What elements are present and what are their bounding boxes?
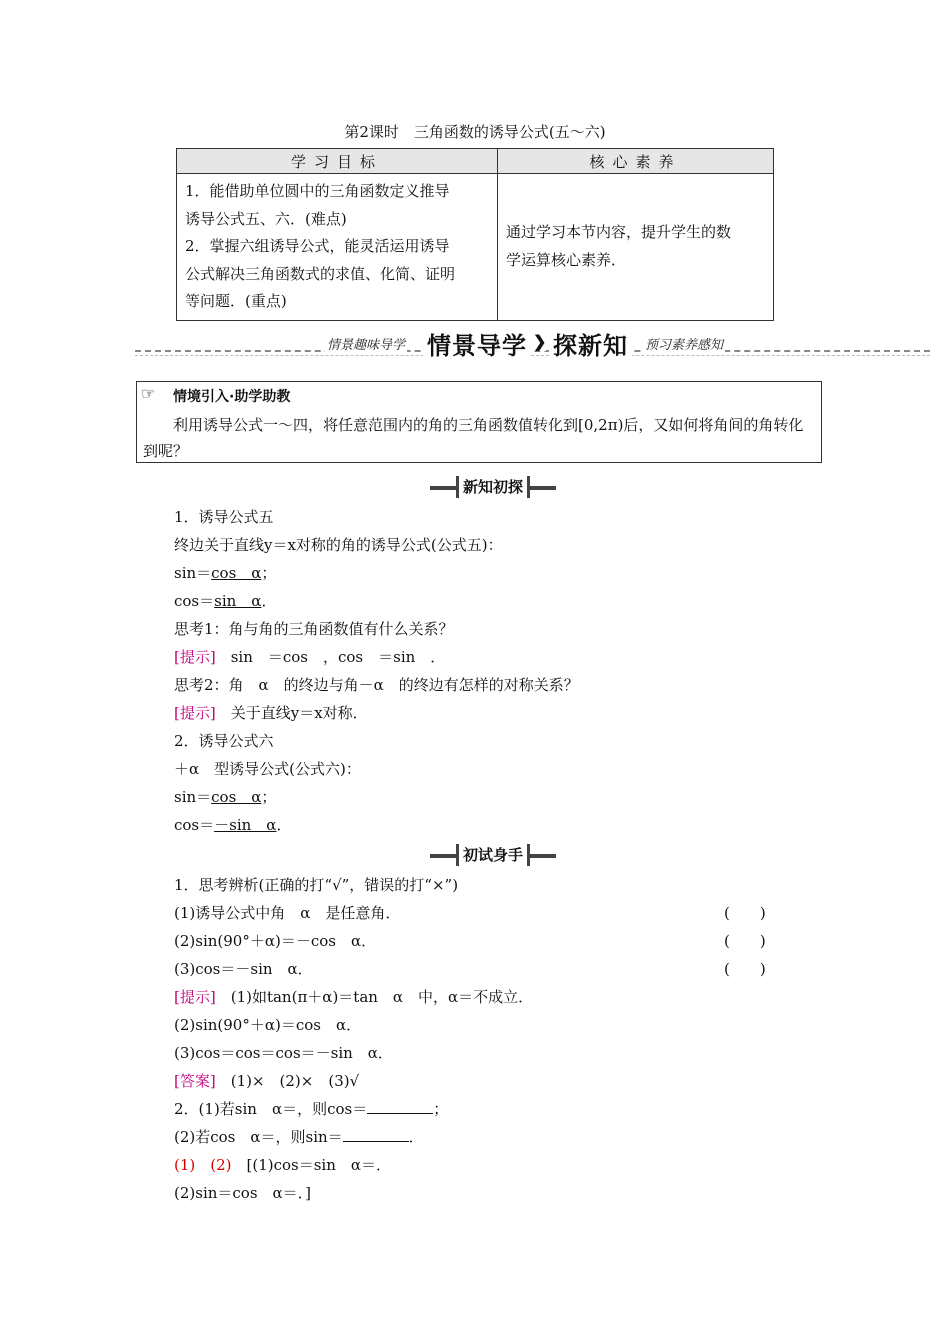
answer-paren: ( ) — [724, 904, 766, 922]
intro-box — [136, 381, 822, 463]
formula-suffix: ； — [261, 564, 277, 582]
literacy-header: 核心素养 — [498, 149, 774, 174]
answer-tag: [答案] — [174, 1072, 216, 1090]
question-suffix: ； — [433, 1100, 449, 1118]
formula-prefix: cos＝ — [174, 592, 215, 610]
exercise1-hint — [174, 986, 533, 1008]
goal-line: 2．掌握六组诱导公式，能灵活运用诱导 — [185, 237, 450, 255]
formula-suffix: ； — [261, 788, 277, 806]
formula-prefix: sin＝ — [174, 564, 212, 582]
section-label: 初试身手 — [456, 844, 530, 866]
banner-title-left: 情景导学 — [423, 326, 531, 361]
formula6-desc: ＋α 型诱导公式(公式六)： — [174, 760, 361, 778]
blank-line — [367, 1099, 433, 1114]
formula5-cos — [174, 590, 276, 612]
answer-tag: (1) (2) — [174, 1156, 232, 1174]
exercise2-answer — [174, 1154, 391, 1176]
think1-question: 思考1：角与角的三角函数值有什么关系？ — [174, 620, 454, 638]
goal-line: 等问题．(重点) — [185, 292, 287, 310]
exercise1-item: (1)诱导公式中角 α 是任意角． — [174, 904, 401, 922]
section-header-first-try — [430, 844, 556, 866]
formula-answer: cos α — [211, 788, 262, 806]
formula-prefix: cos＝ — [174, 816, 215, 834]
banner-right-caption: 预习素养感知 — [643, 334, 725, 353]
hint-tag: [提示] — [174, 988, 216, 1006]
formula5-desc: 终边关于直线y＝x对称的角的诱导公式(公式五)： — [174, 536, 503, 554]
goal-line: 公式解决三角函数式的求值、化简、证明 — [185, 264, 456, 283]
answer-text: (1)× (2)× (3)√ — [215, 1072, 360, 1090]
goals-table — [176, 148, 774, 321]
think2-hint — [174, 702, 368, 724]
exercise1-hint-line: (3)cos＝cos＝cos＝－sin α． — [174, 1044, 393, 1062]
literacy-line: 学运算核心素养． — [506, 250, 627, 269]
banner-title-right: 探新知 — [549, 326, 632, 361]
answer-text: [(1)cos＝sin α＝． — [231, 1156, 392, 1174]
exercise1-answer — [174, 1070, 359, 1092]
formula-answer: cos α — [211, 564, 262, 582]
section-label: 新知初探 — [456, 476, 530, 498]
banner-left-caption: 情景趣味导学 — [325, 334, 407, 353]
banner-arrow-icon: ❯ — [533, 332, 547, 351]
hint-tag: [提示] — [174, 648, 216, 666]
hint-tag: [提示] — [174, 704, 216, 722]
answer-paren: ( ) — [724, 932, 766, 950]
hint-text: (1)如tan(π＋α)＝tan α 中，α＝不成立． — [215, 988, 534, 1006]
think2-question: 思考2：角 α 的终边与角－α 的终边有怎样的对称关系？ — [174, 676, 579, 694]
answer-paren: ( ) — [724, 960, 766, 978]
pointing-hand-icon: ☞ — [141, 384, 156, 403]
page-title: 第2课时 三角函数的诱导公式(五～六) — [344, 123, 606, 141]
question-text: (2)若cos α＝，则sin＝ — [174, 1128, 343, 1146]
formula-suffix: ． — [276, 816, 292, 834]
formula5-heading: 1．诱导公式五 — [174, 508, 274, 526]
formula-suffix: ． — [261, 592, 277, 610]
formula6-heading: 2．诱导公式六 — [174, 732, 274, 750]
goals-cell — [177, 174, 498, 321]
literacy-line: 通过学习本节内容，提升学生的数 — [506, 223, 732, 242]
exercise2-q2 — [174, 1126, 424, 1148]
section-banner — [135, 326, 930, 358]
blank-line — [343, 1127, 409, 1142]
exercise2-q1 — [174, 1098, 448, 1120]
formula-answer: －sin α — [214, 816, 277, 834]
goals-header: 学习目标 — [177, 149, 498, 174]
section-header-new-knowledge — [430, 476, 556, 498]
question-text: 2．(1)若sin α＝，则cos＝ — [174, 1100, 368, 1118]
formula-prefix: sin＝ — [174, 788, 212, 806]
exercise1-item: (3)cos＝－sin α． — [174, 960, 313, 978]
exercise1-heading: 1．思考辨析(正确的打“√”，错误的打“×”) — [174, 876, 459, 894]
goal-line: 诱导公式五、六．(难点) — [185, 209, 347, 228]
formula-answer: sin α — [214, 592, 262, 610]
exercise1-hint-line: (2)sin(90°＋α)＝cos α． — [174, 1016, 362, 1034]
formula6-cos — [174, 814, 291, 836]
formula5-sin — [174, 562, 276, 584]
intro-heading: 情境引入·助学助教 — [173, 389, 291, 405]
question-suffix: ． — [408, 1128, 424, 1146]
exercise2-answer-line: (2)sin＝cos α＝．] — [174, 1184, 312, 1202]
think1-hint — [174, 646, 445, 668]
hint-text: sin ＝cos ，cos ＝sin ． — [215, 648, 446, 666]
literacy-cell — [498, 174, 774, 321]
hint-text: 关于直线y＝x对称． — [215, 704, 368, 722]
formula6-sin — [174, 786, 276, 808]
intro-body: 利用诱导公式一～四，将任意范围内的角的三角函数值转化到[0,2π)后，又如何将角间的角转化到呢？ — [143, 416, 804, 460]
goal-line: 1．能借助单位圆中的三角函数定义推导 — [185, 182, 450, 200]
exercise1-item: (2)sin(90°＋α)＝－cos α． — [174, 932, 377, 950]
